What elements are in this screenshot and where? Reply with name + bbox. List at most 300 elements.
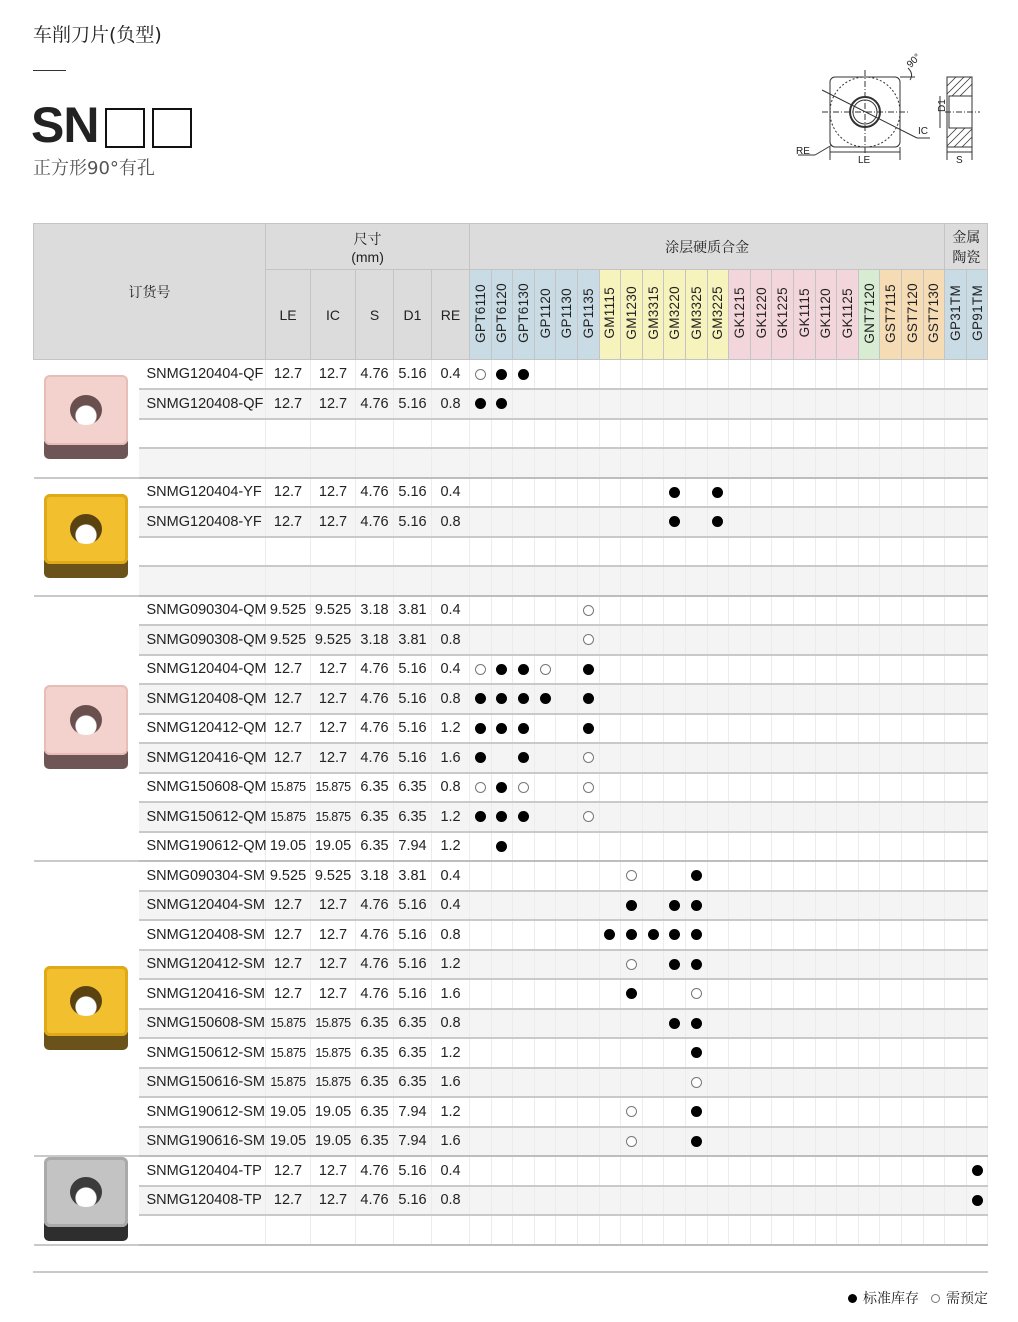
part-number: SNMG190612-SM: [139, 1097, 266, 1127]
dimension-value-re: [432, 448, 470, 478]
grade-column-header: [815, 270, 837, 360]
availability-cell: [534, 389, 556, 419]
table-row: [34, 1127, 988, 1157]
dimension-value-ic: [311, 448, 356, 478]
availability-cell: [772, 537, 794, 567]
availability-cell: [793, 979, 815, 1009]
insert-image-cell: [34, 596, 139, 862]
part-number: SNMG120416-SM: [139, 979, 266, 1009]
availability-cell: [772, 1097, 794, 1127]
availability-cell: [664, 537, 686, 567]
availability-cell: [923, 1215, 945, 1245]
availability-cell: [686, 920, 708, 950]
availability-cell: [945, 596, 967, 626]
availability-cell: [815, 655, 837, 685]
availability-cell: [621, 625, 643, 655]
part-number: SNMG120404-YF: [139, 478, 266, 508]
availability-cell: [815, 979, 837, 1009]
dimension-value-d1: 5.16: [394, 389, 432, 419]
part-number: SNMG120408-QF: [139, 389, 266, 419]
availability-cell: [793, 1097, 815, 1127]
availability-cell: [491, 979, 513, 1009]
availability-cell: [707, 684, 729, 714]
availability-cell: [901, 861, 923, 891]
insert-code: [31, 96, 192, 154]
grade-name: GM1230: [624, 286, 640, 340]
availability-cell: [664, 743, 686, 773]
availability-cell: [837, 655, 859, 685]
availability-cell: [470, 507, 492, 537]
availability-cell: [534, 1038, 556, 1068]
availability-cell: [815, 478, 837, 508]
availability-cell: [578, 360, 600, 390]
availability-cell: [729, 625, 751, 655]
availability-cell: [858, 861, 880, 891]
standard-stock-dot-icon: [518, 752, 529, 763]
availability-cell: [470, 360, 492, 390]
availability-cell: [793, 389, 815, 419]
availability-cell: [642, 655, 664, 685]
availability-cell: [599, 684, 621, 714]
dimension-value-re: 1.6: [432, 979, 470, 1009]
availability-cell: [858, 507, 880, 537]
availability-cell: [837, 950, 859, 980]
availability-cell: [901, 979, 923, 1009]
standard-stock-dot-icon: [518, 369, 529, 380]
grade-name: GK1220: [753, 287, 769, 339]
dimension-value-d1: 6.35: [394, 1009, 432, 1039]
standard-stock-dot-icon: [496, 782, 507, 793]
availability-cell: [491, 655, 513, 685]
availability-cell: [556, 537, 578, 567]
availability-cell: [880, 1009, 902, 1039]
availability-cell: [578, 1186, 600, 1216]
availability-cell: [664, 596, 686, 626]
availability-cell: [578, 743, 600, 773]
availability-cell: [642, 802, 664, 832]
availability-cell: [534, 979, 556, 1009]
part-number: SNMG120408-SM: [139, 920, 266, 950]
availability-cell: [880, 920, 902, 950]
dimension-value-le: 12.7: [266, 950, 311, 980]
availability-cell: [621, 478, 643, 508]
availability-cell: [945, 743, 967, 773]
availability-cell: [513, 891, 535, 921]
legend-made-to-order: 需预定: [946, 1291, 988, 1307]
availability-cell: [837, 773, 859, 803]
standard-stock-dot-icon: [583, 723, 594, 734]
availability-cell: [729, 1038, 751, 1068]
dimension-value-re: 0.4: [432, 1156, 470, 1186]
availability-cell: [578, 684, 600, 714]
availability-cell: [621, 537, 643, 567]
availability-cell: [642, 1068, 664, 1098]
availability-cell: [729, 1186, 751, 1216]
availability-cell: [901, 1156, 923, 1186]
availability-cell: [772, 920, 794, 950]
availability-cell: [750, 1038, 772, 1068]
availability-cell: [923, 802, 945, 832]
availability-cell: [945, 625, 967, 655]
table-row: [34, 360, 988, 390]
availability-cell: [470, 1009, 492, 1039]
availability-cell: [556, 1186, 578, 1216]
availability-cell: [621, 950, 643, 980]
availability-cell: [470, 419, 492, 449]
standard-stock-dot-icon: [669, 900, 680, 911]
dimension-value-le: 15.875: [266, 1038, 311, 1068]
availability-cell: [880, 861, 902, 891]
part-number: [139, 566, 266, 596]
availability-cell: [772, 1215, 794, 1245]
availability-cell: [772, 507, 794, 537]
grade-name: GPT6120: [494, 283, 510, 343]
availability-cell: [513, 743, 535, 773]
availability-cell: [923, 478, 945, 508]
availability-cell: [966, 1186, 988, 1216]
availability-cell: [491, 920, 513, 950]
availability-cell: [686, 979, 708, 1009]
availability-cell: [750, 389, 772, 419]
availability-cell: [664, 1215, 686, 1245]
dimension-value-re: 0.4: [432, 478, 470, 508]
dimension-value-le: 12.7: [266, 920, 311, 950]
availability-cell: [513, 773, 535, 803]
availability-cell: [578, 1097, 600, 1127]
availability-cell: [772, 773, 794, 803]
availability-cell: [923, 950, 945, 980]
dimension-value-d1: 5.16: [394, 507, 432, 537]
availability-cell: [686, 891, 708, 921]
d1-label: D1: [937, 99, 948, 112]
availability-cell: [772, 950, 794, 980]
dimension-value-re: [432, 566, 470, 596]
availability-cell: [686, 1038, 708, 1068]
availability-cell: [470, 1068, 492, 1098]
dimension-value-s: [356, 419, 394, 449]
availability-cell: [966, 714, 988, 744]
availability-cell: [923, 625, 945, 655]
placeholder-box: [105, 108, 145, 148]
availability-cell: [729, 684, 751, 714]
made-to-order-circle-icon: [583, 782, 594, 793]
availability-cell: [642, 979, 664, 1009]
availability-cell: [534, 537, 556, 567]
availability-cell: [750, 507, 772, 537]
dimension-value-le: 12.7: [266, 655, 311, 685]
availability-cell: [534, 1009, 556, 1039]
availability-cell: [534, 1215, 556, 1245]
availability-cell: [621, 802, 643, 832]
availability-cell: [513, 802, 535, 832]
availability-cell: [837, 832, 859, 862]
availability-cell: [491, 1127, 513, 1157]
dimension-value-le: 12.7: [266, 743, 311, 773]
availability-cell: [534, 1186, 556, 1216]
table-row: [34, 920, 988, 950]
availability-cell: [621, 861, 643, 891]
availability-cell: [966, 566, 988, 596]
availability-cell: [578, 979, 600, 1009]
insert-image: [44, 1157, 128, 1243]
availability-cell: [837, 419, 859, 449]
availability-cell: [880, 979, 902, 1009]
availability-cell: [578, 773, 600, 803]
availability-cell: [578, 655, 600, 685]
availability-cell: [664, 1127, 686, 1157]
availability-cell: [793, 419, 815, 449]
availability-cell: [621, 507, 643, 537]
availability-cell: [901, 625, 923, 655]
availability-cell: [750, 920, 772, 950]
availability-cell: [664, 684, 686, 714]
coated-carbide-header: 涂层硬质合金: [470, 224, 945, 270]
dimension-column-header: LE: [266, 270, 311, 360]
standard-stock-dot-icon: [669, 959, 680, 970]
insert-image-cell: [34, 861, 139, 1156]
availability-cell: [837, 1215, 859, 1245]
availability-cell: [621, 596, 643, 626]
availability-cell: [858, 360, 880, 390]
availability-cell: [642, 507, 664, 537]
availability-cell: [534, 1156, 556, 1186]
availability-cell: [491, 684, 513, 714]
availability-cell: [513, 950, 535, 980]
dimension-value-re: 1.2: [432, 802, 470, 832]
availability-cell: [621, 389, 643, 419]
availability-cell: [793, 1009, 815, 1039]
availability-cell: [750, 1156, 772, 1186]
availability-cell: [470, 448, 492, 478]
availability-cell: [729, 891, 751, 921]
availability-cell: [923, 743, 945, 773]
availability-cell: [772, 1127, 794, 1157]
availability-cell: [621, 448, 643, 478]
availability-cell: [686, 1156, 708, 1186]
part-number: SNMG120404-QM: [139, 655, 266, 685]
availability-cell: [664, 891, 686, 921]
availability-cell: [750, 1009, 772, 1039]
grade-name: GK1120: [818, 287, 834, 339]
availability-cell: [664, 507, 686, 537]
table-row: [34, 1156, 988, 1186]
availability-cell: [966, 950, 988, 980]
availability-cell: [793, 861, 815, 891]
availability-cell: [513, 832, 535, 862]
availability-cell: [837, 1186, 859, 1216]
dimension-column-header: D1: [394, 270, 432, 360]
availability-cell: [513, 1215, 535, 1245]
availability-cell: [707, 891, 729, 921]
dimension-value-s: 4.76: [356, 950, 394, 980]
availability-cell: [599, 419, 621, 449]
availability-cell: [470, 950, 492, 980]
availability-cell: [470, 537, 492, 567]
availability-cell: [750, 625, 772, 655]
grade-column-header: [793, 270, 815, 360]
availability-cell: [686, 625, 708, 655]
availability-cell: [578, 714, 600, 744]
dimension-value-le: 12.7: [266, 684, 311, 714]
availability-cell: [729, 802, 751, 832]
dimension-value-le: [266, 1215, 311, 1245]
availability-cell: [621, 1215, 643, 1245]
dimension-value-d1: 7.94: [394, 1127, 432, 1157]
standard-stock-dot-icon: [972, 1195, 983, 1206]
title-divider: [33, 70, 66, 71]
availability-cell: [880, 537, 902, 567]
availability-cell: [707, 655, 729, 685]
dimension-value-re: 1.2: [432, 832, 470, 862]
dimension-value-ic: 9.525: [311, 861, 356, 891]
availability-cell: [707, 1038, 729, 1068]
dimension-value-ic: 12.7: [311, 1186, 356, 1216]
availability-cell: [923, 920, 945, 950]
availability-cell: [534, 743, 556, 773]
availability-cell: [880, 1156, 902, 1186]
availability-cell: [686, 596, 708, 626]
availability-cell: [556, 714, 578, 744]
availability-cell: [642, 419, 664, 449]
availability-cell: [599, 1127, 621, 1157]
grade-column-header: [880, 270, 902, 360]
availability-cell: [966, 773, 988, 803]
availability-cell: [750, 950, 772, 980]
availability-cell: [491, 596, 513, 626]
availability-cell: [664, 920, 686, 950]
dimension-value-re: 1.2: [432, 950, 470, 980]
dimension-value-le: 12.7: [266, 389, 311, 419]
le-label: LE: [858, 155, 871, 166]
availability-cell: [966, 625, 988, 655]
availability-cell: [534, 861, 556, 891]
grade-name: GM3220: [667, 286, 683, 340]
availability-cell: [556, 625, 578, 655]
availability-cell: [578, 596, 600, 626]
availability-cell: [642, 389, 664, 419]
availability-cell: [729, 507, 751, 537]
availability-cell: [793, 566, 815, 596]
availability-cell: [837, 1127, 859, 1157]
availability-cell: [945, 507, 967, 537]
availability-cell: [837, 1097, 859, 1127]
availability-cell: [599, 625, 621, 655]
grade-name: GK1225: [775, 287, 791, 339]
availability-cell: [729, 389, 751, 419]
availability-cell: [815, 861, 837, 891]
standard-stock-dot-icon: [518, 811, 529, 822]
part-number: SNMG120404-TP: [139, 1156, 266, 1186]
availability-cell: [945, 714, 967, 744]
availability-cell: [664, 1009, 686, 1039]
availability-cell: [923, 861, 945, 891]
dimension-value-d1: 5.16: [394, 655, 432, 685]
availability-cell: [578, 1215, 600, 1245]
availability-cell: [707, 832, 729, 862]
availability-cell: [923, 1009, 945, 1039]
standard-stock-dot-icon: [604, 929, 615, 940]
availability-cell: [750, 832, 772, 862]
availability-cell: [707, 1156, 729, 1186]
availability-cell: [901, 360, 923, 390]
availability-cell: [599, 478, 621, 508]
part-number: [139, 1215, 266, 1245]
availability-cell: [621, 1097, 643, 1127]
standard-stock-dot-icon: [475, 752, 486, 763]
made-to-order-circle-icon: [583, 811, 594, 822]
availability-cell: [793, 1186, 815, 1216]
availability-cell: [470, 773, 492, 803]
availability-cell: [750, 419, 772, 449]
availability-cell: [686, 655, 708, 685]
made-to-order-circle-icon: [540, 664, 551, 675]
availability-cell: [945, 920, 967, 950]
availability-cell: [642, 920, 664, 950]
availability-cell: [621, 920, 643, 950]
availability-cell: [815, 1009, 837, 1039]
table-row: [34, 419, 988, 449]
availability-cell: [578, 861, 600, 891]
cermet-title-line2: 陶瓷: [952, 248, 981, 265]
availability-cell: [556, 743, 578, 773]
dimension-value-re: 0.4: [432, 360, 470, 390]
availability-cell: [901, 684, 923, 714]
availability-cell: [642, 478, 664, 508]
dimension-value-ic: 19.05: [311, 832, 356, 862]
standard-stock-dot-icon: [475, 693, 486, 704]
dimension-value-le: 12.7: [266, 1156, 311, 1186]
availability-cell: [923, 507, 945, 537]
availability-cell: [793, 537, 815, 567]
availability-cell: [945, 802, 967, 832]
availability-cell: [966, 1038, 988, 1068]
dimension-value-s: 6.35: [356, 1038, 394, 1068]
dimension-value-ic: 15.875: [311, 1009, 356, 1039]
table-row: [34, 1038, 988, 1068]
availability-cell: [556, 802, 578, 832]
availability-cell: [642, 360, 664, 390]
availability-cell: [750, 773, 772, 803]
availability-cell: [772, 743, 794, 773]
availability-cell: [621, 979, 643, 1009]
availability-cell: [686, 1186, 708, 1216]
availability-cell: [945, 389, 967, 419]
category-title: 车削刀片(负型): [33, 24, 162, 46]
availability-cell: [599, 714, 621, 744]
availability-cell: [837, 478, 859, 508]
availability-cell: [966, 1097, 988, 1127]
availability-cell: [686, 1068, 708, 1098]
availability-cell: [556, 1215, 578, 1245]
availability-cell: [686, 714, 708, 744]
availability-cell: [966, 596, 988, 626]
availability-cell: [642, 1009, 664, 1039]
dimension-value-le: [266, 448, 311, 478]
dimension-value-ic: 15.875: [311, 1038, 356, 1068]
availability-cell: [470, 861, 492, 891]
part-number: SNMG120408-TP: [139, 1186, 266, 1216]
availability-cell: [470, 596, 492, 626]
availability-cell: [664, 714, 686, 744]
availability-cell: [750, 1068, 772, 1098]
availability-cell: [793, 360, 815, 390]
availability-cell: [599, 950, 621, 980]
availability-cell: [470, 1097, 492, 1127]
availability-cell: [513, 861, 535, 891]
availability-cell: [750, 566, 772, 596]
availability-cell: [556, 389, 578, 419]
grade-name: GST7120: [904, 283, 920, 343]
